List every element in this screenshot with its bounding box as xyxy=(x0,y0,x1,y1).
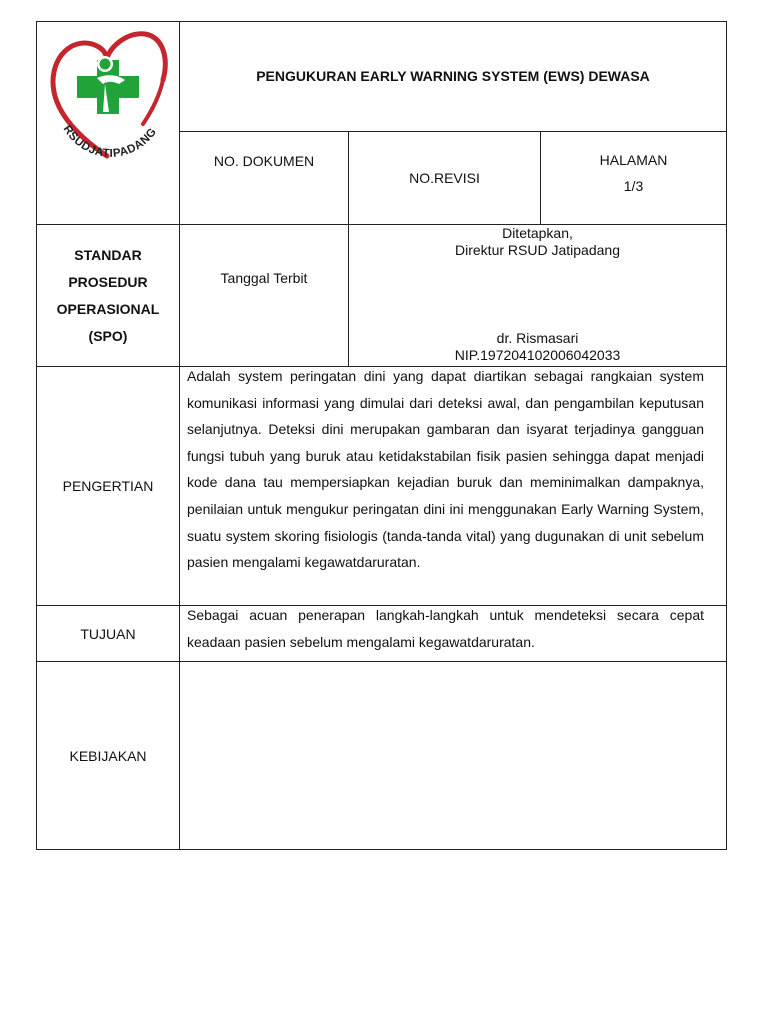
spo-table xyxy=(36,21,727,850)
ditetapkan-cell xyxy=(349,225,727,367)
document-title: PENGUKURAN EARLY WARNING SYSTEM (EWS) DEWASA xyxy=(256,68,650,85)
spo-line-operasional: OPERASIONAL xyxy=(56,300,160,317)
spo-row xyxy=(37,225,727,367)
spo-label-cell xyxy=(37,225,180,367)
kebijakan-row xyxy=(37,662,727,850)
pengertian-text: Adalah system peringatan dini yang dapat diartikan sebagai rangkaian system komunikasi informasi yang dimulai dari deteksi awal, dan pengambilan keputusan selanjutnya. Deteksi dini merupakan gambaran dan isyarat terjadinya gangguan fungsi tubuh yang buruk atau ketidakstabilan fisik pasien sehingga dapat menjadi kode dana tau mempersiapkan kejadian buruk dan meminimalkan dampaknya, penilaian untuk mengukur peringatan dini ini menggunakan Early Warning System, suatu system skoring fisiologis (tanda-tanda vital) yang dugunakan di unit sebelum pasien mengalami kegawatdaruratan. xyxy=(187,368,704,571)
tujuan-text: Sebagai acuan penerapan langkah-langkah untuk mendeteksi secara cepat keadaan pasien sebelum mengalami kegawatdaruratan. xyxy=(187,607,704,650)
spo-document xyxy=(36,21,726,850)
title-cell xyxy=(180,22,727,132)
no-revisi-cell xyxy=(349,131,541,224)
halaman-label: HALAMAN xyxy=(599,151,668,168)
tanggal-terbit-cell xyxy=(180,225,349,367)
heart-cross-logo-icon xyxy=(47,28,169,178)
signatory-name: dr. Rismasari xyxy=(496,330,579,346)
ditetapkan-label: Ditetapkan, xyxy=(502,225,573,241)
hospital-logo xyxy=(47,28,169,178)
header-row xyxy=(37,22,727,132)
no-dokumen-cell xyxy=(180,131,349,224)
kebijakan-label: KEBIJAKAN xyxy=(69,747,147,764)
tanggal-terbit-label: Tanggal Terbit xyxy=(220,270,308,286)
no-dokumen-label: NO. DOKUMEN xyxy=(213,152,315,169)
tujuan-row xyxy=(37,606,727,662)
tujuan-label: TUJUAN xyxy=(80,625,136,642)
pengertian-label-cell xyxy=(37,367,180,606)
tujuan-label-cell xyxy=(37,606,180,662)
logo-text: RSUDJATIPADANG xyxy=(60,123,160,160)
halaman-value: 1/3 xyxy=(623,177,644,194)
signatory-nip: NIP.197204102006042033 xyxy=(454,347,621,363)
tujuan-text-cell xyxy=(180,606,727,662)
spo-line-prosedur: PROSEDUR xyxy=(68,273,148,290)
kebijakan-text-cell xyxy=(180,662,727,850)
pengertian-label: PENGERTIAN xyxy=(62,478,154,494)
kebijakan-label-cell xyxy=(37,662,180,850)
spo-line-standar: STANDAR xyxy=(74,246,142,263)
spo-title xyxy=(37,242,179,350)
pengertian-row xyxy=(37,367,727,606)
direktur-label: Direktur RSUD Jatipadang xyxy=(455,242,620,258)
pengertian-text-cell xyxy=(180,367,727,606)
logo-cell xyxy=(37,22,180,225)
spo-line-abbr: (SPO) xyxy=(88,327,128,344)
no-revisi-label: NO.REVISI xyxy=(409,169,480,186)
halaman-cell xyxy=(541,131,727,224)
